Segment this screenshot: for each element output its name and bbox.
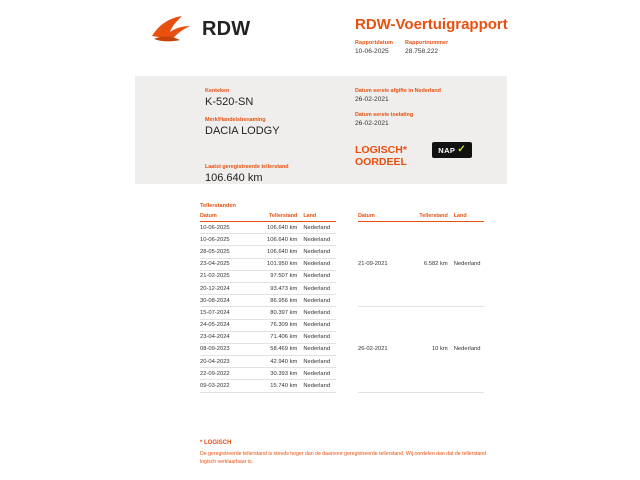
nap-badge	[432, 142, 472, 158]
meta-rapportdatum-label: Rapportdatum	[355, 40, 394, 46]
column-header-tellerstand: Tellerstand	[416, 213, 454, 222]
odometer-section	[200, 203, 520, 393]
cell-land: Nederland	[303, 356, 336, 368]
cell-datum: 08-09-2023	[200, 343, 263, 355]
table-row	[200, 282, 336, 294]
cell-land: Nederland	[303, 258, 336, 270]
cell-datum: 21-09-2021	[358, 222, 416, 307]
cell-tellerstand: 106.640 km	[263, 246, 304, 258]
table-row	[358, 307, 484, 392]
cell-land: Nederland	[303, 307, 336, 319]
table-row	[200, 258, 336, 270]
cell-tellerstand: 58.469 km	[263, 343, 304, 355]
cell-tellerstand: 10 km	[416, 307, 454, 392]
table-row	[200, 295, 336, 307]
verdict-line-1: LOGISCH*	[355, 144, 407, 156]
cell-tellerstand: 106.640 km	[263, 222, 304, 234]
table-row	[200, 270, 336, 282]
odometer-heading: Tellerstanden	[200, 203, 236, 209]
cell-tellerstand: 76.309 km	[263, 319, 304, 331]
odometer-table-left	[200, 213, 336, 393]
brand-name: RDW	[202, 17, 251, 40]
table-row	[200, 343, 336, 355]
cell-datum: 26-02-2021	[358, 307, 416, 392]
table-row	[358, 222, 484, 307]
eerste-afgifte-label: Datum eerste afgifte in Nederland	[355, 88, 441, 94]
cell-land: Nederland	[303, 331, 336, 343]
verdict-text	[355, 144, 407, 168]
cell-tellerstand: 93.473 km	[263, 282, 304, 294]
column-header-datum: Datum	[200, 213, 263, 222]
eerste-afgifte-value: 26-02-2021	[355, 96, 389, 103]
report-meta	[355, 40, 460, 55]
rdw-logo	[148, 12, 250, 46]
cell-tellerstand: 86.956 km	[263, 295, 304, 307]
cell-land: Nederland	[303, 343, 336, 355]
cell-tellerstand: 71.406 km	[263, 331, 304, 343]
table-row	[200, 380, 336, 392]
report-header	[0, 0, 640, 68]
cell-tellerstand: 42.940 km	[263, 356, 304, 368]
odometer-table-right	[358, 213, 484, 393]
cell-datum: 20-12-2024	[200, 282, 263, 294]
cell-land: Nederland	[303, 368, 336, 380]
table-header-row	[200, 213, 336, 222]
cell-land: Nederland	[303, 380, 336, 392]
page-title: RDW-Voertuigrapport	[355, 16, 508, 33]
cell-datum: 30-08-2024	[200, 295, 263, 307]
cell-land: Nederland	[454, 307, 484, 392]
cell-land: Nederland	[303, 234, 336, 246]
summary-left-column	[205, 88, 380, 193]
meta-rapportnummer	[405, 40, 448, 55]
footnote-title: * LOGISCH	[200, 440, 232, 446]
cell-datum: 23-04-2025	[200, 258, 263, 270]
eerste-toelating-value: 26-02-2021	[355, 120, 389, 127]
odometer-left-body	[200, 222, 336, 393]
cell-tellerstand: 101.950 km	[263, 258, 304, 270]
cell-land: Nederland	[303, 222, 336, 234]
column-header-tellerstand: Tellerstand	[263, 213, 304, 222]
meta-rapportnummer-label: Rapportnummer	[405, 40, 449, 46]
meta-rapportnummer-value: 28.758.222	[405, 48, 439, 55]
table-row	[200, 368, 336, 380]
table-row	[200, 356, 336, 368]
cell-datum: 21-02-2025	[200, 270, 263, 282]
cell-land: Nederland	[303, 270, 336, 282]
laatst-tellerstand-value: 106.640 km	[205, 172, 263, 184]
cell-datum: 23-04-2024	[200, 331, 263, 343]
cell-land: Nederland	[303, 319, 336, 331]
cell-land: Nederland	[454, 222, 484, 307]
column-header-datum: Datum	[358, 213, 416, 222]
table-row	[200, 319, 336, 331]
cell-tellerstand: 97.507 km	[263, 270, 304, 282]
table-row	[200, 331, 336, 343]
meta-rapportdatum-value: 10-06-2025	[355, 48, 389, 55]
footnote-body: De geregistreerde tellerstand is steeds hoger dan de daarvoor geregistreerde tellerstand. Wij oordelen dan dat de tellerstand logisch verklaarbaar is.	[200, 451, 487, 465]
nap-badge-label: NAP	[438, 145, 456, 155]
merk-label: Merk/Handelsbenaming	[205, 117, 266, 123]
cell-land: Nederland	[303, 282, 336, 294]
cell-datum: 28-05-2025	[200, 246, 263, 258]
footnote	[200, 440, 500, 466]
odometer-right-body	[358, 222, 484, 393]
cell-datum: 10-06-2025	[200, 234, 263, 246]
table-row	[200, 234, 336, 246]
cell-tellerstand: 106.640 km	[263, 234, 304, 246]
column-header-land: Land	[454, 213, 484, 222]
cell-land: Nederland	[303, 295, 336, 307]
cell-datum: 15-07-2024	[200, 307, 263, 319]
cell-land: Nederland	[303, 246, 336, 258]
laatst-tellerstand-label: Laatst geregistreerde tellerstand	[205, 164, 289, 170]
vehicle-summary-panel	[135, 76, 507, 184]
eerste-toelating-label: Datum eerste toelating	[355, 112, 414, 118]
cell-datum: 09-03-2022	[200, 380, 263, 392]
table-row	[200, 222, 336, 234]
cell-datum: 22-09-2022	[200, 368, 263, 380]
cell-tellerstand: 30.393 km	[263, 368, 304, 380]
cell-tellerstand: 80.397 km	[263, 307, 304, 319]
cell-datum: 10-06-2025	[200, 222, 263, 234]
verdict-line-2: OORDEEL	[355, 156, 407, 168]
kenteken-value: K-520-SN	[205, 96, 254, 108]
cell-tellerstand: 15.740 km	[263, 380, 304, 392]
rdw-flame-icon	[148, 12, 194, 46]
kenteken-label: Kenteken	[205, 88, 230, 94]
table-row	[200, 307, 336, 319]
cell-tellerstand: 6.582 km	[416, 222, 454, 307]
table-row	[200, 246, 336, 258]
odometer-tables	[200, 213, 520, 393]
column-header-land: Land	[303, 213, 336, 222]
table-header-row	[358, 213, 484, 222]
meta-rapportdatum	[355, 40, 393, 55]
summary-right-column	[355, 88, 505, 136]
check-icon: ✓	[457, 144, 466, 155]
cell-datum: 20-04-2023	[200, 356, 263, 368]
cell-datum: 24-05-2024	[200, 319, 263, 331]
merk-value: DACIA LODGY	[205, 125, 280, 137]
